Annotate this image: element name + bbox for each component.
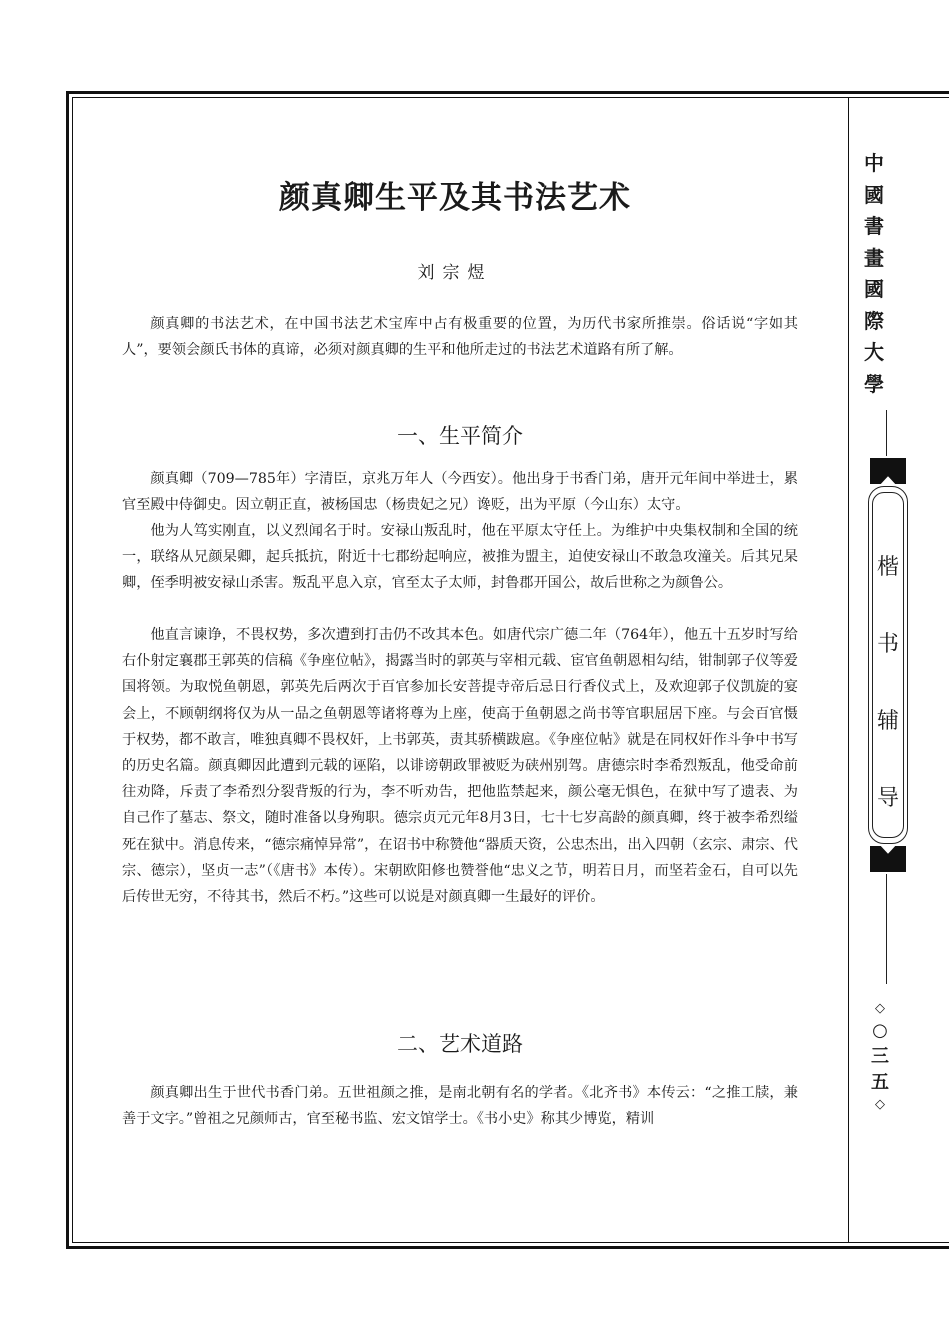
intro-paragraph: 颜真卿的书法艺术，在中国书法艺术宝库中占有极重要的位置，为历代书家所推崇。俗话说“字如其人”，要领会颜氏书体的真谛，必须对颜真卿的生平和他所走过的书法艺术道路有所了解。 bbox=[122, 316, 798, 359]
sidebar-school-name bbox=[856, 148, 892, 400]
category-char: 导 bbox=[876, 786, 899, 811]
school-char: 中 bbox=[864, 151, 884, 175]
school-char: 書 bbox=[864, 214, 884, 238]
section-heading-1: 一、生平简介 bbox=[397, 424, 523, 448]
page-number-char: 三 bbox=[871, 1046, 889, 1067]
school-char: 國 bbox=[864, 277, 884, 301]
diamond-icon: ◇ bbox=[875, 1001, 885, 1016]
sidebar-connector-line bbox=[886, 874, 887, 984]
category-char: 楷 bbox=[876, 555, 899, 580]
sidebar-category bbox=[868, 550, 908, 858]
school-char: 際 bbox=[864, 308, 884, 333]
article-author: 刘宗煜 bbox=[417, 263, 493, 283]
category-char: 书 bbox=[876, 632, 899, 657]
diamond-icon: ◇ bbox=[875, 1097, 885, 1112]
sidebar-connector-line bbox=[886, 410, 887, 456]
article-title: 颜真卿生平及其书法艺术 bbox=[279, 180, 631, 216]
page-number-char: 五 bbox=[871, 1072, 889, 1093]
section-heading-2: 二、艺术道路 bbox=[397, 1032, 523, 1056]
section1-paragraph-1: 颜真卿（709—785年）字清臣，京兆万年人（今西安）。他出身于书香门弟，唐开元年间中举进士，累官至殿中侍御史。因立朝正直，被杨国忠（杨贵妃之兄）谗贬，出为平原（今山东）太守。 bbox=[122, 471, 798, 514]
school-char: 大 bbox=[864, 340, 884, 364]
school-char: 學 bbox=[864, 371, 884, 396]
category-char: 辅 bbox=[876, 709, 899, 734]
section2-paragraph-1: 颜真卿出生于世代书香门弟。五世祖颜之推，是南北朝有名的学者。《北齐书》本传云：“之推工牍，兼善于文字。”曾祖之兄颜师古，官至秘书监、宏文馆学士。《书小史》称其少博览，精训 bbox=[122, 1085, 798, 1128]
school-char: 國 bbox=[864, 182, 884, 207]
section1-paragraph-3: 他直言谏诤，不畏权势，多次遭到打击仍不改其本色。如唐代宗广德二年（764年），他五十五岁时写给右仆射定襄郡王郭英的信稿《争座位帖》，揭露当时的郭英与宰相元载、宦官鱼朝恩相勾结，钳制郭子仪等爱国将领。为取悦鱼朝恩，郭英先后两次于百官参加长安菩提寺帝后忌日行香仪式上，及欢迎郭子仪凯旋的宴会上，不顾朝纲将仅为从一品之鱼朝恩等诸将尊为上座，使高于鱼朝恩之尚书等官职屈居下座。与会百官慑于权势，都不敢言，唯独真卿不畏权奸，上书郭英，责其骄横跋扈。《争座位帖》就是在同权奸作斗争中书写的历史名篇。颜真卿因此遭到元载的诬陷，以诽谤朝政罪被贬为硖州别驾。唐德宗时李希烈叛乱，他受命前往劝降，斥责了李希烈分裂背叛的行为，李不听劝告，把他监禁起来，颜公毫无惧色，在狱中写了遗表、为自己作了墓志、祭文，随时准备以身殉职。德宗贞元元年8月3日，七十七岁高龄的颜真卿，终于被李希烈缢死在狱中。消息传来，“德宗痛悼异常”，在诏书中称赞他“器质天资，公忠杰出，出入四朝（玄宗、肃宗、代宗、德宗），坚贞一志”（《唐书》本传）。宋朝欧阳修也赞誉他“忠义之节，明若日月，而坚若金石，自可以先后传世无穷，不待其书，然后不朽。”这些可以说是对颜真卿一生最好的评价。 bbox=[122, 627, 798, 906]
sidebar-divider bbox=[848, 97, 849, 1243]
section1-paragraph-2: 他为人笃实刚直，以义烈闻名于时。安禄山叛乱时，他在平原太守任上。为维护中央集权制和全国的统一，联络从兄颜杲卿，起兵抵抗，附近十七郡纷起响应，被推为盟主，迫使安禄山不敢急攻潼关。后其兄杲卿，侄季明被安禄山杀害。叛乱平息入京，官至太子太师，封鲁郡开国公，故后世称之为颜鲁公。 bbox=[122, 523, 798, 592]
school-char: 畫 bbox=[864, 245, 884, 270]
page-number bbox=[862, 1000, 898, 1114]
page-number-char: ○ bbox=[872, 1020, 888, 1041]
